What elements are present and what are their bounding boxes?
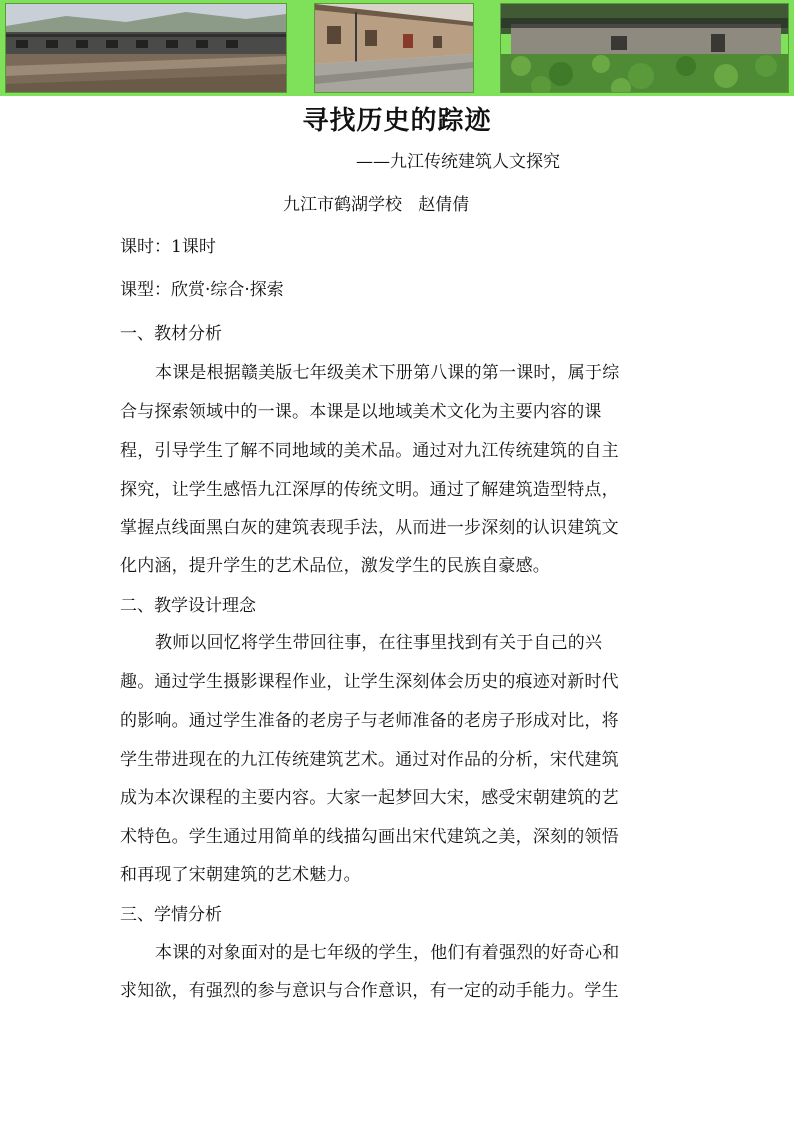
paragraph-line: 的影响。通过学生准备的老房子与老师准备的老房子形成对比，将 [120, 711, 619, 731]
paragraph-line: 学生带进现在的九江传统建筑艺术。通过对作品的分析，宋代建筑 [120, 750, 619, 770]
section-heading: 二、教学设计理念 [120, 596, 256, 616]
paragraph-line: 成为本次课程的主要内容。大家一起梦回大宋，感受宋朝建筑的艺 [120, 788, 619, 808]
paragraph-line: 化内涵，提升学生的艺术品位，激发学生的民族自豪感。 [120, 556, 550, 576]
paragraph-line: 本课的对象面对的是七年级的学生，他们有着强烈的好奇心和 [155, 943, 620, 963]
stone-house-field-photo [500, 3, 789, 93]
paragraph-line: 求知欲，有强烈的参与意识与合作意识，有一定的动手能力。学生 [120, 981, 619, 1001]
paragraph-line: 探究，让学生感悟九江深厚的传统文明。通过了解建筑造型特点， [120, 480, 619, 500]
old-house-street-photo [314, 3, 474, 93]
author-line: 九江市鹤湖学校 赵倩倩 [283, 195, 470, 215]
paragraph-line: 和再现了宋朝建筑的艺术魅力。 [120, 865, 361, 885]
paragraph-line: 教师以回忆将学生带回往事，在往事里找到有关于自己的兴 [155, 633, 603, 653]
section-heading: 一、教材分析 [120, 324, 222, 344]
document-subtitle: ——九江传统建筑人文探究 [356, 152, 560, 172]
paragraph-line: 术特色。学生通过用简单的线描勾画出宋代建筑之美，深刻的领悟 [120, 827, 619, 847]
old-village-rooftops-photo [5, 3, 287, 93]
paragraph-line: 合与探索领域中的一课。本课是以地域美术文化为主要内容的课 [120, 402, 602, 422]
document-title: 寻找历史的踪迹 [302, 106, 492, 136]
section-heading: 三、学情分析 [120, 905, 222, 925]
paragraph-line: 程，引导学生了解不同地域的美术品。通过对九江传统建筑的自主 [120, 441, 619, 461]
paragraph-line: 掌握点线面黑白灰的建筑表现手法，从而进一步深刻的认识建筑文 [120, 518, 619, 538]
photo-banner [0, 0, 794, 96]
lesson-type: 课型：欣赏·综合·探索 [120, 280, 284, 300]
paragraph-line: 本课是根据赣美版七年级美术下册第八课的第一课时，属于综 [155, 363, 620, 383]
paragraph-line: 趣。通过学生摄影课程作业，让学生深刻体会历史的痕迹对新时代 [120, 672, 619, 692]
class-hours: 课时：1课时 [120, 237, 216, 257]
